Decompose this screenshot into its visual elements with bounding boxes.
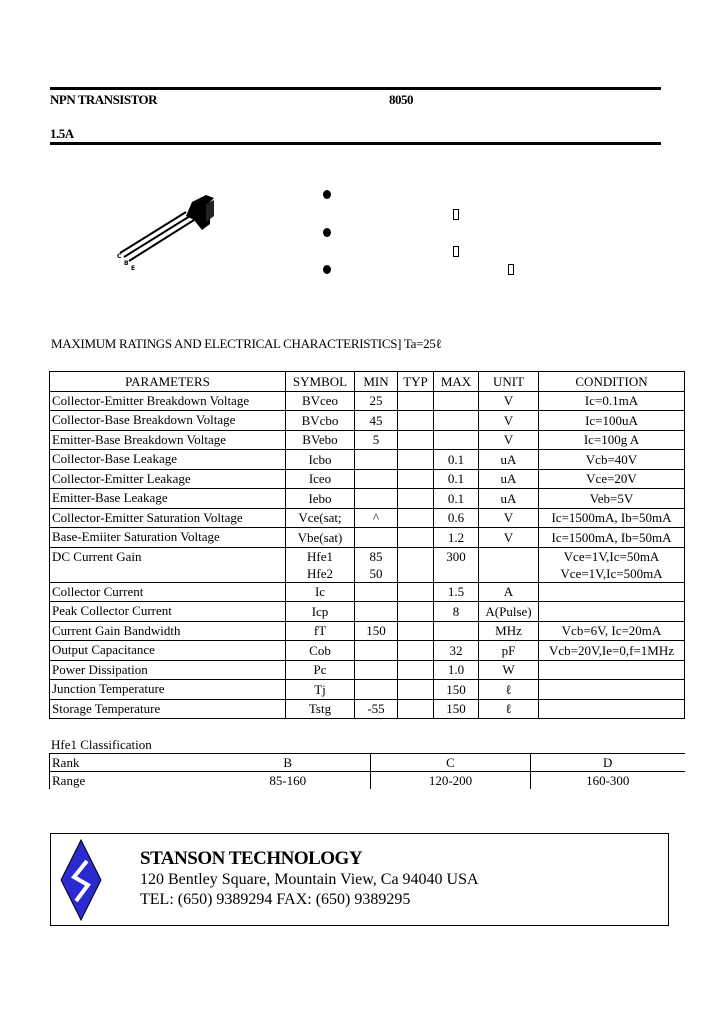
company-contact: TEL: (650) 9389294 FAX: (650) 9389295 [140, 891, 411, 908]
min-cell [355, 660, 398, 680]
product-title: NPN TRANSISTOR [50, 92, 158, 107]
symbol-value: Iebo [308, 490, 332, 506]
bullet-icon [323, 228, 331, 237]
table-row [50, 641, 685, 661]
unit-value: ℓ [505, 681, 512, 697]
typ-cell [398, 602, 434, 622]
table-row [50, 547, 685, 582]
hfe-classification-title: Hfe1 Classification [51, 737, 152, 752]
max-value: 0.1 [447, 490, 465, 506]
max-cell [434, 602, 479, 622]
min-cell [355, 582, 398, 602]
column-header: SYMBOL [286, 372, 355, 392]
unit-cell [479, 582, 539, 602]
symbol-cell [286, 391, 355, 411]
table-header-row [50, 372, 685, 392]
section-title-text: MAXIMUM RATINGS AND ELECTRICAL CHARACTERISTICS] Ta=25 [51, 336, 436, 351]
max-value: 1.5 [447, 584, 465, 600]
max-cell [434, 582, 479, 602]
condition-value: Vcb=40V [585, 451, 638, 467]
unit-value: V [503, 529, 514, 545]
typ-cell [398, 508, 434, 528]
max-cell [434, 411, 479, 431]
symbol-value: Ic [314, 584, 326, 600]
condition-cell [539, 508, 685, 528]
unit-value: pF [501, 642, 516, 658]
typ-cell [398, 391, 434, 411]
bullet-icon [323, 265, 331, 274]
condition-value: Ic=100uA [585, 412, 638, 428]
typ-cell [398, 582, 434, 602]
symbol-value: fT [313, 623, 327, 639]
max-cell [434, 469, 479, 489]
min-value: 25 [369, 393, 383, 409]
condition-cell [539, 489, 685, 509]
min-value: -55 [367, 701, 385, 717]
symbol-value-2: Hfe2 [307, 565, 333, 581]
range-label: Range [50, 772, 206, 790]
missing-glyph-icon [453, 209, 459, 220]
column-header: MIN [355, 372, 398, 392]
unit-cell [479, 528, 539, 548]
max-cell [434, 528, 479, 548]
min-value-2: 50 [369, 565, 383, 581]
max-value: 150 [446, 701, 466, 717]
typ-cell [398, 430, 434, 450]
typ-cell [398, 660, 434, 680]
symbol-cell [286, 528, 355, 548]
symbol-value: Icbo [308, 451, 332, 467]
min-value: 85 [369, 548, 383, 564]
param-value: Collector-Base Leakage [52, 451, 177, 466]
unit-cell [479, 660, 539, 680]
symbol-cell [286, 469, 355, 489]
param-cell [50, 469, 286, 489]
unit-cell [479, 450, 539, 470]
condition-value: Vcb=20V,Ie=0,f=1MHz [548, 642, 674, 658]
unit-cell [479, 680, 539, 700]
param-cell [50, 430, 286, 450]
max-cell [434, 489, 479, 509]
typ-cell [398, 641, 434, 661]
spec-table [49, 371, 685, 719]
condition-cell [539, 391, 685, 411]
typ-cell [398, 680, 434, 700]
condition-cell [539, 602, 685, 622]
param-value: Collector-Emitter Leakage [52, 470, 191, 486]
symbol-value: BVcbo [301, 412, 339, 428]
unit-cell [479, 547, 539, 582]
table-row [50, 508, 685, 528]
param-cell [50, 489, 286, 509]
condition-cell [539, 582, 685, 602]
condition-cell [539, 680, 685, 700]
unit-value: A(Pulse) [485, 603, 532, 619]
range-b: 85-160 [269, 772, 307, 788]
max-value: 0.1 [447, 451, 465, 467]
symbol-value: Tj [314, 681, 326, 697]
symbol-value: Vce(sat; [298, 510, 342, 526]
param-value: Storage Temperature [52, 700, 161, 716]
min-value: ^ [372, 510, 380, 526]
max-cell [434, 508, 479, 528]
missing-glyph-icon [453, 246, 459, 257]
unit-cell [479, 430, 539, 450]
typ-cell [398, 528, 434, 548]
company-footer [50, 833, 669, 926]
table-row [50, 391, 685, 411]
min-value: 150 [366, 623, 386, 639]
min-value: 45 [369, 412, 383, 428]
missing-glyph-icon [508, 264, 514, 275]
typ-cell [398, 489, 434, 509]
symbol-cell [286, 660, 355, 680]
min-cell [355, 508, 398, 528]
table-row [50, 489, 685, 509]
symbol-cell [286, 430, 355, 450]
symbol-value: Cob [309, 642, 331, 658]
unit-value: W [502, 662, 515, 678]
symbol-cell [286, 489, 355, 509]
max-value: 8 [452, 603, 460, 619]
symbol-value: Pc [313, 662, 327, 678]
max-cell [434, 450, 479, 470]
typ-cell [398, 469, 434, 489]
max-cell [434, 391, 479, 411]
unit-value: V [503, 432, 514, 448]
unit-cell [479, 699, 539, 719]
param-cell [50, 547, 286, 582]
unit-cell [479, 602, 539, 622]
unit-value: MHz [495, 623, 522, 639]
to92-transistor-image [110, 190, 230, 285]
unit-cell [479, 641, 539, 661]
symbol-cell [286, 641, 355, 661]
condition-value: Vcb=6V, Ic=20mA [561, 623, 662, 639]
typ-cell [398, 699, 434, 719]
rank-label: Rank [50, 754, 206, 772]
table-row [50, 430, 685, 450]
min-cell [355, 528, 398, 548]
param-value: Collector-Base Breakdown Voltage [52, 412, 236, 427]
min-cell [355, 621, 398, 641]
symbol-value: Hfe1 [307, 548, 333, 564]
pin-label-e: E [131, 265, 136, 272]
condition-cell [539, 547, 685, 582]
table-row [50, 660, 685, 680]
company-name: STANSON TECHNOLOGY [140, 848, 363, 869]
condition-value: Ic=100g A [583, 432, 640, 448]
condition-cell [539, 528, 685, 548]
range-c: 120-200 [371, 772, 531, 790]
degree-glyph-icon: ℓ [435, 336, 442, 351]
condition-value: Ic=1500mA, Ib=50mA [551, 510, 672, 526]
condition-value: Veb=5V [589, 490, 634, 506]
min-cell [355, 391, 398, 411]
symbol-cell [286, 582, 355, 602]
condition-cell [539, 641, 685, 661]
symbol-value: BVceo [301, 393, 339, 409]
unit-cell [479, 411, 539, 431]
top-rule [50, 87, 661, 90]
unit-value: V [503, 510, 514, 526]
param-value: Current Gain Bandwidth [52, 622, 181, 638]
condition-cell [539, 469, 685, 489]
unit-cell [479, 469, 539, 489]
condition-cell [539, 699, 685, 719]
typ-cell [398, 621, 434, 641]
condition-cell [539, 621, 685, 641]
unit-cell [479, 391, 539, 411]
param-cell [50, 411, 286, 431]
param-cell [50, 582, 286, 602]
condition-cell [539, 430, 685, 450]
stanson-logo-icon [60, 839, 102, 921]
max-cell [434, 680, 479, 700]
max-value: 0.6 [447, 510, 465, 526]
param-value: Emitter-Base Leakage [52, 490, 168, 505]
max-cell [434, 660, 479, 680]
condition-value-2: Vce=1V,Ic=500mA [560, 565, 663, 581]
symbol-value: BVebo [302, 432, 338, 448]
symbol-cell [286, 699, 355, 719]
condition-value: Ic=0.1mA [584, 393, 639, 409]
column-header: PARAMETERS [50, 372, 286, 392]
param-cell [50, 660, 286, 680]
param-cell [50, 528, 286, 548]
column-header: TYP [398, 372, 434, 392]
symbol-cell [286, 547, 355, 582]
bullet-icon [323, 190, 331, 199]
symbol-cell [286, 450, 355, 470]
table-row [50, 602, 685, 622]
unit-cell [479, 508, 539, 528]
hfe-classification-table [49, 753, 685, 789]
unit-value: uA [500, 451, 517, 467]
max-value: 1.0 [447, 662, 465, 678]
max-value: 32 [449, 642, 463, 658]
column-header: MAX [434, 372, 479, 392]
header-rule [50, 142, 661, 145]
min-cell [355, 699, 398, 719]
param-value: Emitter-Base Breakdown Voltage [52, 431, 226, 447]
max-cell [434, 641, 479, 661]
param-value: Power Dissipation [52, 661, 148, 677]
pin-label-b: B [124, 260, 129, 267]
range-row [50, 772, 685, 790]
max-value: 150 [446, 681, 466, 697]
param-cell [50, 621, 286, 641]
symbol-cell [286, 680, 355, 700]
param-value: Collector Current [52, 583, 144, 599]
table-row [50, 680, 685, 700]
max-value: 0.1 [447, 471, 465, 487]
typ-cell [398, 547, 434, 582]
min-cell [355, 602, 398, 622]
rank-row [50, 754, 685, 772]
param-cell [50, 450, 286, 470]
param-value: Collector-Emitter Saturation Voltage [52, 509, 243, 525]
param-cell [50, 641, 286, 661]
max-cell [434, 621, 479, 641]
max-cell [434, 547, 479, 582]
min-value: 5 [372, 432, 380, 448]
max-cell [434, 699, 479, 719]
min-cell [355, 450, 398, 470]
table-row [50, 450, 685, 470]
unit-cell [479, 621, 539, 641]
column-header: CONDITION [539, 372, 685, 392]
min-cell [355, 547, 398, 582]
table-row [50, 469, 685, 489]
typ-cell [398, 450, 434, 470]
param-value: Base-Emiiter Saturation Voltage [52, 529, 220, 544]
part-number: 8050 [389, 92, 413, 107]
param-cell [50, 680, 286, 700]
symbol-cell [286, 508, 355, 528]
symbol-cell [286, 621, 355, 641]
symbol-value: Vbe(sat) [297, 529, 343, 545]
unit-value: ℓ [505, 701, 512, 717]
symbol-cell [286, 411, 355, 431]
table-row [50, 528, 685, 548]
min-cell [355, 641, 398, 661]
company-address: 120 Bentley Square, Mountain View, Ca 94040 USA [140, 871, 479, 888]
param-cell [50, 699, 286, 719]
section-title [51, 336, 441, 352]
condition-cell [539, 411, 685, 431]
rank-d: D [531, 754, 685, 772]
param-cell [50, 508, 286, 528]
param-cell [50, 602, 286, 622]
typ-cell [398, 411, 434, 431]
condition-cell [539, 450, 685, 470]
rank-c: C [371, 754, 531, 772]
table-row [50, 621, 685, 641]
unit-value: V [503, 412, 514, 428]
param-value: DC Current Gain [52, 548, 142, 564]
pin-label-c: C [117, 253, 122, 260]
unit-cell [479, 489, 539, 509]
max-cell [434, 430, 479, 450]
symbol-value: Tstg [308, 701, 332, 717]
param-cell [50, 391, 286, 411]
min-cell [355, 430, 398, 450]
symbol-value: Icp [311, 603, 329, 619]
unit-value: A [503, 584, 514, 600]
table-row [50, 411, 685, 431]
param-value: Output Capacitance [52, 642, 155, 657]
table-row [50, 582, 685, 602]
param-value: Collector-Emitter Breakdown Voltage [52, 392, 250, 408]
rank-b: B [206, 754, 371, 772]
param-value: Junction Temperature [52, 681, 165, 696]
unit-value: uA [500, 490, 517, 506]
condition-value: Vce=20V [586, 471, 637, 487]
current-rating: 1.5A [50, 126, 74, 141]
max-value: 300 [446, 548, 466, 564]
condition-cell [539, 660, 685, 680]
param-value: Peak Collector Current [52, 603, 172, 618]
table-row [50, 699, 685, 719]
unit-value: V [503, 393, 514, 409]
symbol-cell [286, 602, 355, 622]
symbol-value: Iceo [308, 471, 332, 487]
min-cell [355, 469, 398, 489]
min-cell [355, 489, 398, 509]
condition-value: Ic=1500mA, Ib=50mA [551, 529, 672, 545]
min-cell [355, 680, 398, 700]
condition-value: Vce=1V,Ic=50mA [563, 548, 660, 564]
min-cell [355, 411, 398, 431]
unit-value: uA [500, 471, 517, 487]
max-value: 1.2 [447, 529, 465, 545]
range-d: 160-300 [531, 772, 685, 790]
column-header: UNIT [479, 372, 539, 392]
